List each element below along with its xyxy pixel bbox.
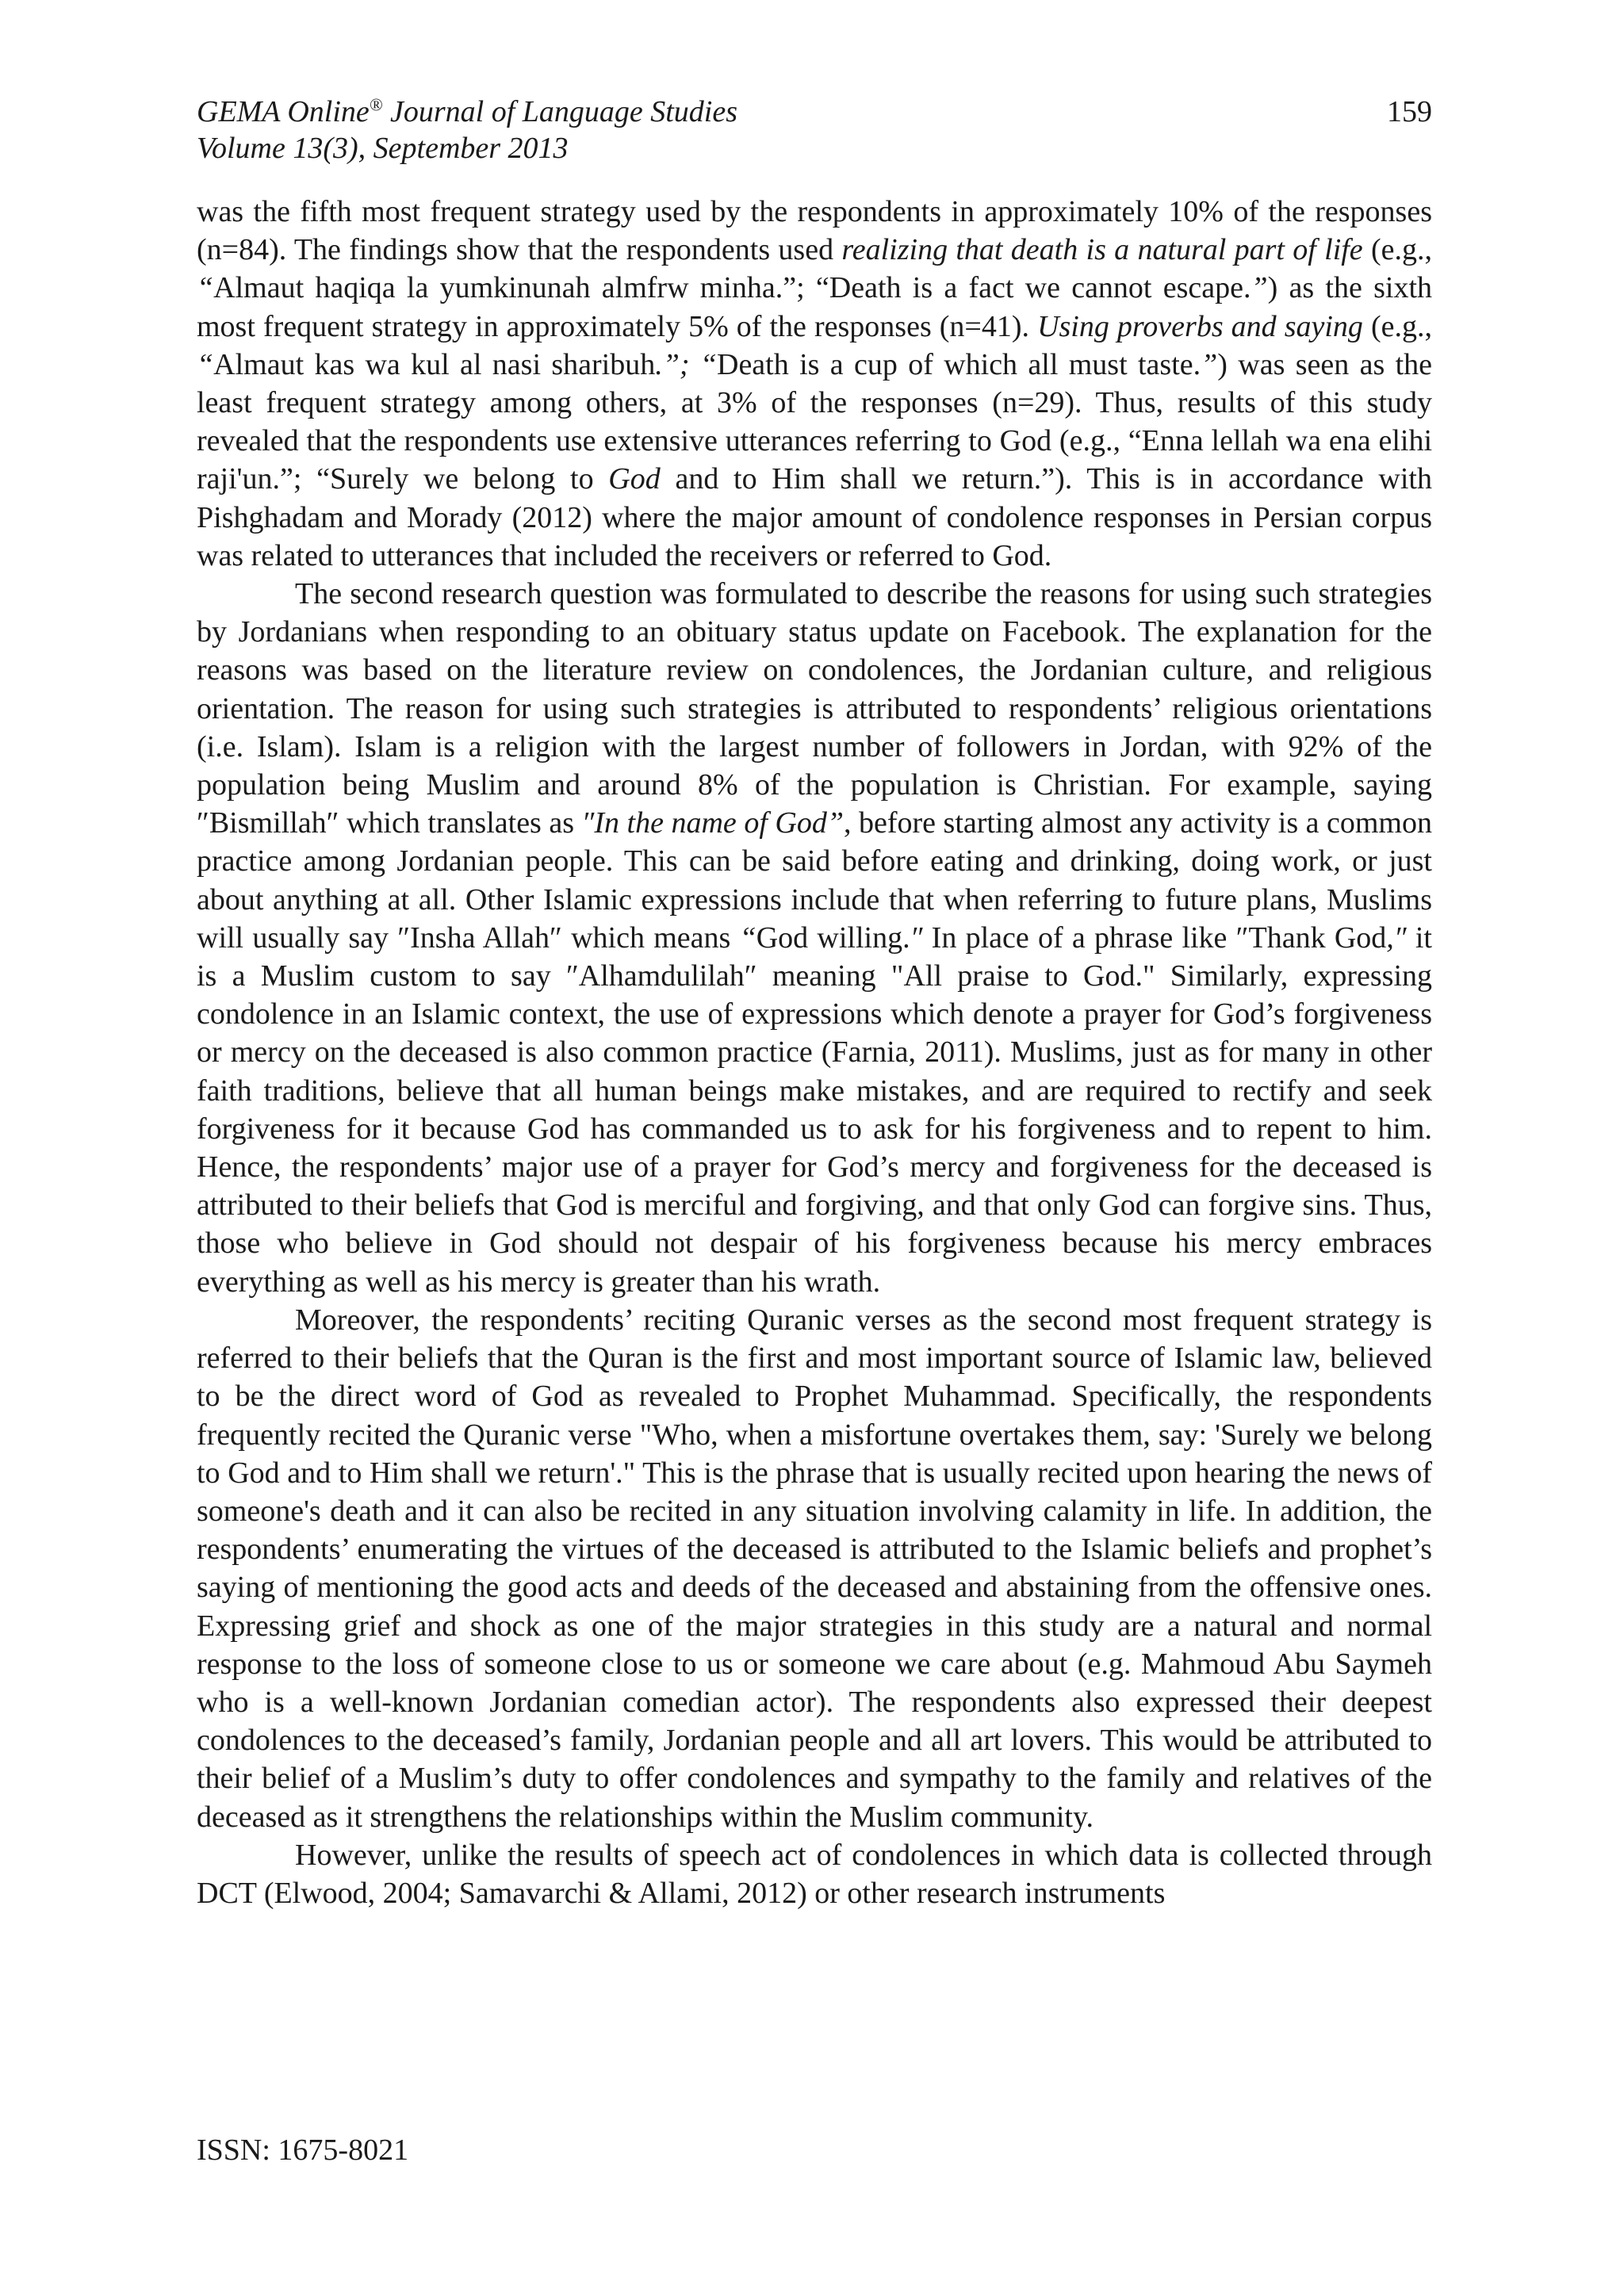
text-run: , before starting almost any activity is a common practice among Jordanian people. This can be said before eating and drinking, doing work, or just about anything at all. Other Islamic expressions include that when referring to future plans, Muslims will usually say ″Insha Allah″ which means bbox=[197, 806, 1432, 955]
italic-text: ” bbox=[1201, 347, 1218, 381]
text-run: Almaut haqiqa la yumkinunah almfrw minha.”; “Death is a fact we cannot escape. bbox=[213, 271, 1251, 305]
issn-footer: ISSN: 1675-8021 bbox=[197, 2133, 409, 2167]
text-run: it is a Muslim custom to say ″Alhamdulilah″ meaning "All praise to God." Similarly, expressing condolence in an Islamic context, the use of expressions which denote a prayer for God’s forgiveness or mercy on the deceased is also common practice (Farnia, 2011). Muslims, just as for many in other faith traditions, believe that all human beings make mistakes, and are required to rectify and seek forgiveness for it because God has commanded us to ask for his forgiveness and to repent to him. Hence, the respondents’ major use of a prayer for God’s mercy and forgiveness for the deceased is attributed to their beliefs that God is merciful and forgiving, and that only God can forgive sins. Thus, those who believe in God should not despair of his forgiveness because his mercy embraces everything as well as his mercy is greater than his wrath. bbox=[197, 920, 1432, 1299]
journal-title: GEMA Online® Journal of Language Studies bbox=[197, 94, 738, 128]
text-run: However, unlike the results of speech act of condolences in which data is collected through DCT (Elwood, 2004; Samavarchi & Allami, 2012) or other research instruments bbox=[197, 1838, 1432, 1910]
paragraph bbox=[197, 193, 1432, 575]
italic-text: ” bbox=[1251, 271, 1268, 305]
text-run: (e.g., bbox=[1362, 233, 1433, 267]
italic-text: “ bbox=[197, 271, 214, 305]
text-run: (e.g., bbox=[1362, 309, 1432, 343]
italic-text: ″ bbox=[910, 920, 923, 955]
text-run: was the fifth most frequent strategy used by the respondents in approximately 10% of the responses (n=84). The findings show that the respondents used bbox=[197, 195, 1432, 267]
italic-text: God bbox=[608, 462, 661, 496]
text-run: and to Him shall we return.”). This is in accordance with Pishghadam and Morady (2012) where the major amount of condolence responses in Persian corpus was related to utterances that included the receivers or referred to God. bbox=[197, 462, 1432, 572]
running-header bbox=[197, 94, 1432, 166]
body-text bbox=[197, 193, 1432, 1912]
text-run: Almaut kas wa kul al nasi sharibuh bbox=[213, 347, 656, 381]
text-run: God willing. bbox=[756, 920, 910, 955]
paragraph bbox=[197, 1301, 1432, 1836]
text-run: Moreover, the respondents’ reciting Quranic verses as the second most frequent strategy is referred to their beliefs that the Quran is the first and most important source of Islamic law, believed to be the direct word of God as revealed to Prophet Muhammad. Specifically, the respondents frequently recited the Quranic verse "Who, when a misfortune overtakes them, say: 'Surely we belong to God and to Him shall we return'." This is the phrase that is usually recited upon hearing the news of someone's death and it can also be recited in any situation involving calamity in life. In addition, the respondents’ enumerating the virtues of the deceased is attributed to the Islamic beliefs and prophet’s saying of mentioning the good acts and deeds of the deceased and abstaining from the offensive ones. Expressing grief and shock as one of the major strategies in this study are a natural and normal response to the loss of someone close to us or someone we care about (e.g. Mahmoud Abu Saymeh who is a well-known Jordanian comedian actor). The respondents also expressed their deepest condolences to the deceased’s family, Jordanian people and all art lovers. This would be attributed to their belief of a Muslim’s duty to offer condolences and sympathy to the family and relatives of the deceased as it strengthens the relationships within the Muslim community. bbox=[197, 1303, 1432, 1834]
registered-mark: ® bbox=[369, 94, 383, 115]
italic-text: realizing that death is a natural part of life bbox=[841, 233, 1363, 267]
paragraph bbox=[197, 575, 1432, 1301]
italic-text: ,″ bbox=[1386, 920, 1407, 955]
paragraph bbox=[197, 1836, 1432, 1912]
volume-info: Volume 13(3), September 2013 bbox=[197, 132, 569, 165]
text-run: Death is a cup of which all must taste. bbox=[717, 347, 1201, 381]
page-number: 159 bbox=[1387, 95, 1432, 128]
italic-text: .”; “ bbox=[655, 347, 717, 381]
italic-text: Using proverbs and saying bbox=[1037, 309, 1363, 343]
italic-text: “ bbox=[739, 920, 756, 955]
text-run: In place of a phrase like ″Thank God bbox=[922, 920, 1387, 955]
text-run: ) as the sixth most frequent strategy in approximately 5% of the responses (n=41). bbox=[197, 271, 1433, 343]
text-run: ) was seen as the least frequent strategy among others, at 3% of the responses (n=29). Thus, results of this study revealed that the respondents use extensive utterances referring to God (e.g., “Enna lellah wa ena elihi raji'un.”; “Surely we belong to bbox=[197, 347, 1432, 496]
italic-text: ″In the name of God” bbox=[581, 806, 844, 840]
text-run: The second research question was formulated to describe the reasons for using such strategies by Jordanians when responding to an obituary status update on Facebook. The explanation for the reasons was based on the literature review on condolences, the Jordanian culture, and religious orientation. The reason for using such strategies is attributed to respondents’ religious orientations (i.e. Islam). Islam is a religion with the largest number of followers in Jordan, with 92% of the population being Muslim and around 8% of the population is Christian. For example, saying ″Bismillah″ which translates as bbox=[197, 577, 1432, 840]
italic-text: “ bbox=[197, 347, 214, 381]
